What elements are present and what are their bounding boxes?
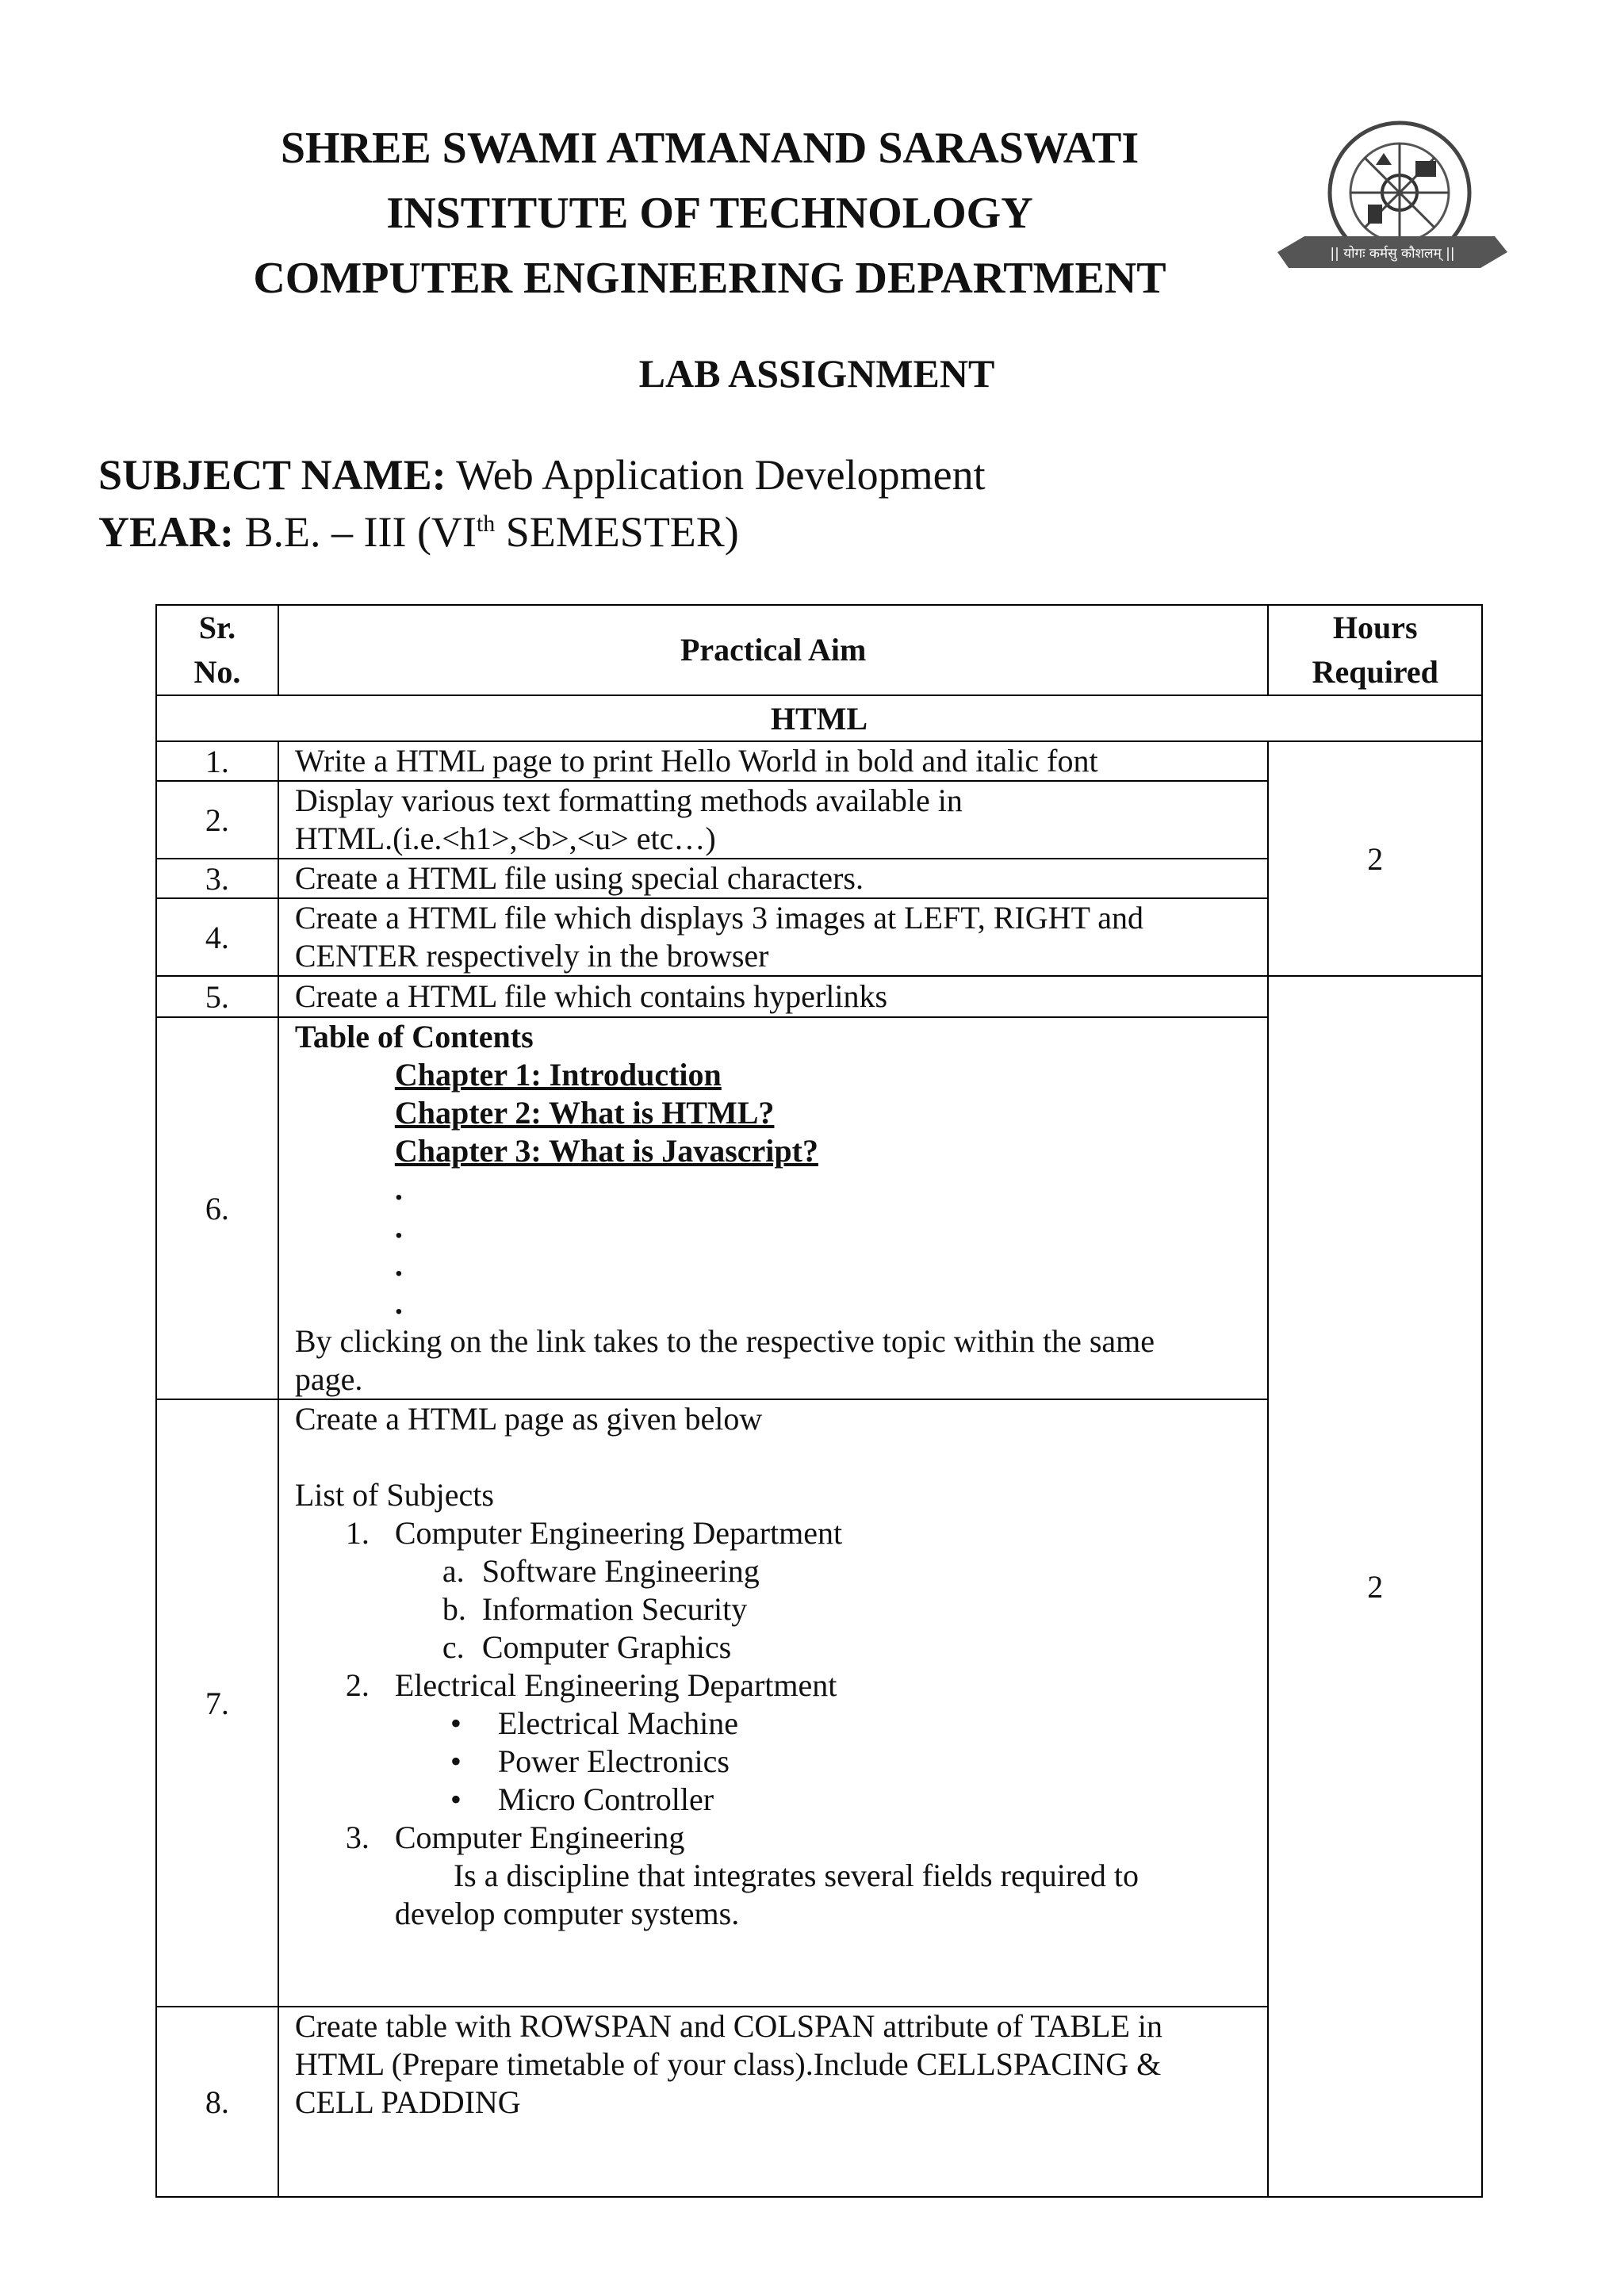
toc-item: Chapter 2: What is HTML? — [394, 1095, 775, 1131]
row-aim: Create table with ROWSPAN and COLSPAN attribute of TABLE in HTML (Prepare timetable of your class).Include CELLSPACING & CELL PADDING — [278, 2007, 1269, 2197]
sub-list-item: b. Information Security — [442, 1591, 748, 1627]
header-line-2: INSTITUTE OF TECHNOLOGY — [386, 189, 1033, 238]
list-item-description: Is a discipline that integrates several fields required to — [453, 1858, 1139, 1893]
sub-list-item: a. Software Engineering — [442, 1553, 760, 1589]
ellipsis-dot: . — [394, 1171, 403, 1207]
section-html: HTML — [156, 695, 1482, 741]
list-item-description-end: develop computer systems. — [394, 1896, 740, 1931]
section-row — [156, 695, 1482, 741]
lab-assignment-title: LAB ASSIGNMENT — [638, 351, 995, 396]
row-aim: Write a HTML page to print Hello World in bold and italic font — [278, 741, 1269, 781]
sub-list-item: c. Computer Graphics — [442, 1629, 732, 1665]
row-number: 1. — [156, 741, 278, 781]
row-number: 3. — [156, 859, 278, 898]
hours-cell: 2 — [1268, 741, 1482, 976]
row-number: 8. — [156, 2007, 278, 2197]
row-number: 2. — [156, 781, 278, 859]
sub-list-item: • Power Electronics — [450, 1743, 730, 1779]
hours-cell: 2 — [1268, 976, 1482, 2197]
toc-item: Chapter 3: What is Javascript? — [394, 1133, 818, 1169]
row-aim: Create a HTML file which contains hyperlinks — [278, 976, 1269, 1017]
row-aim: Display various text formatting methods available in HTML.(i.e.<h1>,<b>,<u> etc…) — [278, 781, 1269, 859]
header-sr-no: Sr. No. — [156, 605, 278, 695]
table-header-row — [156, 605, 1482, 695]
ellipsis-dot: . — [394, 1209, 403, 1245]
sub-list-item: • Electrical Machine — [450, 1705, 739, 1741]
toc-title: Table of Contents — [294, 1019, 534, 1054]
subject-name-label: SUBJECT NAME: — [98, 451, 446, 499]
practical-table — [155, 604, 1483, 2198]
logo-motto: || योगः कर्मसु कौशलम् || — [1330, 246, 1455, 262]
year-label: YEAR: — [98, 508, 234, 556]
institute-header — [159, 116, 1261, 311]
ellipsis-dot: . — [394, 1247, 403, 1283]
year-superscript: th — [476, 511, 496, 537]
header-practical-aim: Practical Aim — [278, 605, 1269, 695]
toc-description-end: page. — [294, 1361, 363, 1397]
row-aim — [278, 1399, 1269, 2007]
row-number: 5. — [156, 976, 278, 1017]
year-value: B.E. – III (VI — [234, 508, 477, 556]
toc-item: Chapter 1: Introduction — [394, 1057, 722, 1093]
subject-name-value: Web Application Development — [446, 451, 986, 499]
header-line-3: COMPUTER ENGINEERING DEPARTMENT — [253, 254, 1166, 303]
row-aim: Create a HTML file which displays 3 images at LEFT, RIGHT and CENTER respectively in the browser — [278, 898, 1269, 976]
subject-block — [98, 450, 986, 557]
header-line-1: SHREE SWAMI ATMANAND SARASWATI — [280, 124, 1139, 173]
row-aim — [278, 1017, 1269, 1399]
ellipsis-dot: . — [394, 1285, 403, 1321]
list-intro: Create a HTML page as given below — [294, 1401, 763, 1437]
list-item: 1. Computer Engineering Department — [345, 1515, 843, 1551]
row-aim: Create a HTML file using special characters. — [278, 859, 1269, 898]
subject-name-line — [98, 450, 986, 499]
list-item: 2. Electrical Engineering Department — [345, 1667, 837, 1703]
sub-list-item: • Micro Controller — [450, 1781, 714, 1817]
table-row — [156, 741, 1482, 781]
row-number: 6. — [156, 1017, 278, 1399]
institute-logo — [1273, 117, 1511, 292]
year-line — [98, 499, 986, 557]
list-item: 3. Computer Engineering — [345, 1820, 685, 1855]
toc-description: By clicking on the link takes to the respective topic within the same — [294, 1323, 1155, 1359]
list-title: List of Subjects — [294, 1477, 494, 1513]
table-row — [156, 976, 1482, 1017]
header-hours-required: Hours Required — [1268, 605, 1482, 695]
year-value-end: SEMESTER) — [495, 508, 739, 556]
row-number: 4. — [156, 898, 278, 976]
row-number: 7. — [156, 1399, 278, 2007]
